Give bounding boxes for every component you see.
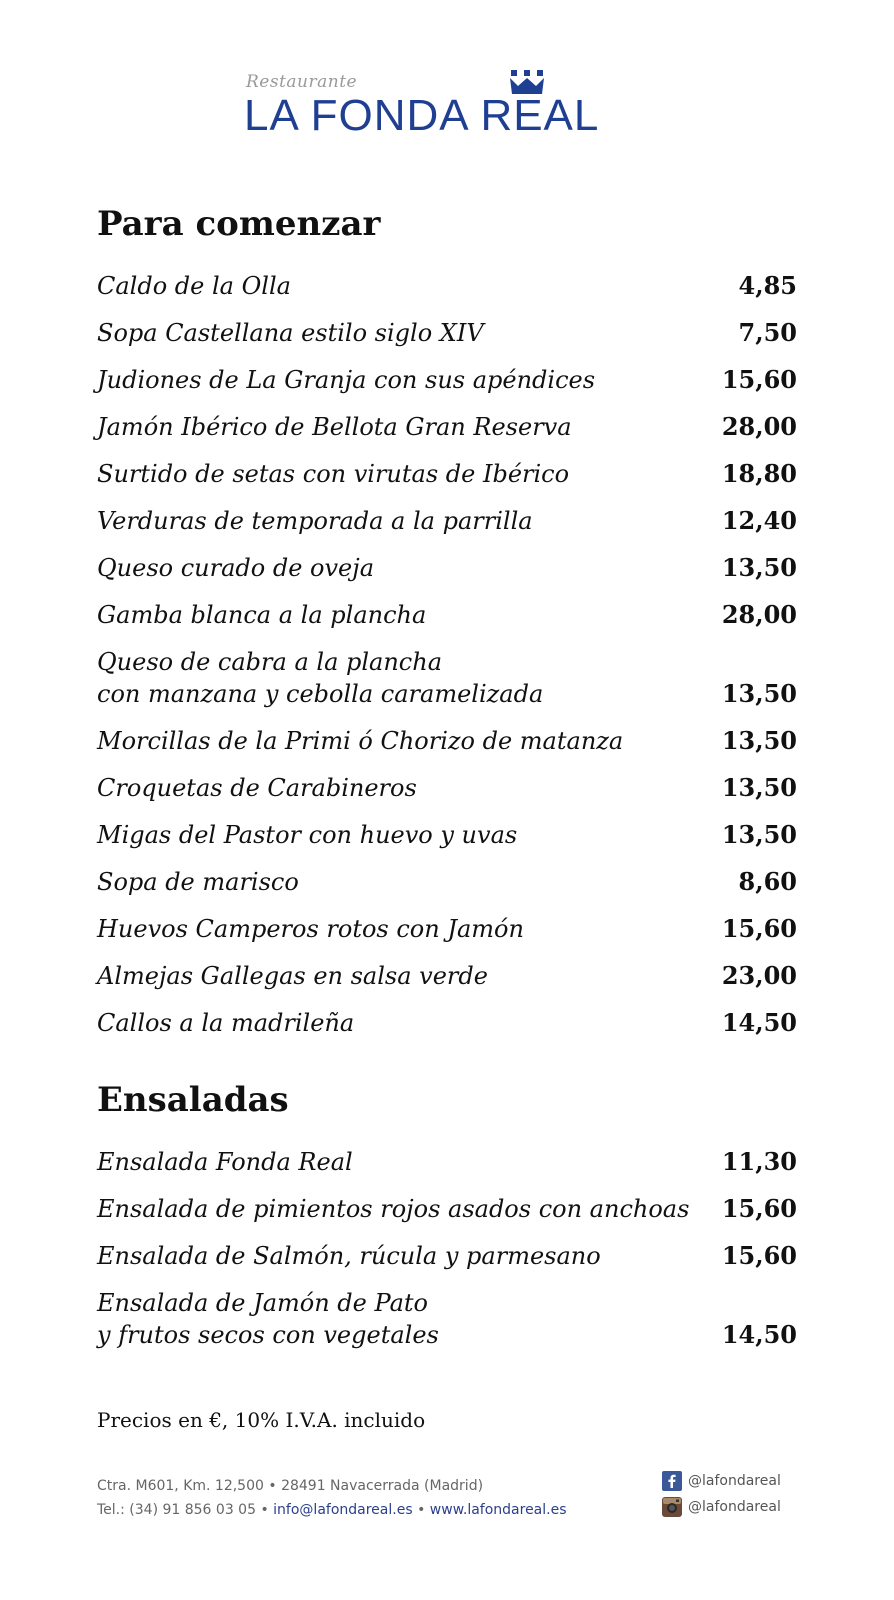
menu-item-name: Croquetas de Carabineros [97,774,417,802]
logo-wordmark [244,91,600,140]
menu-item-name: Ensalada de Jamón de Pato y frutos secos con vegetales [97,1289,439,1349]
menu-item-name: Migas del Pastor con huevo y uvas [97,821,518,849]
menu-item-price: 8,60 [738,867,797,896]
social-instagram[interactable] [662,1494,781,1520]
menu-item [97,1146,797,1178]
menu-item-price: 13,50 [721,773,797,802]
menu-item-name: Morcillas de la Primi ó Chorizo de matanza [97,727,624,755]
menu-item-price: 15,60 [721,365,797,394]
menu-item-price: 13,50 [721,820,797,849]
menu-item [97,1240,797,1272]
menu-item-name: Callos a la madrileña [97,1009,355,1037]
footer-address: Ctra. M601, Km. 12,500 • 28491 Navacerrada (Madrid) [97,1478,484,1494]
footer-separator: • [417,1502,426,1518]
menu-item-name: Jamón Ibérico de Bellota Gran Reserva [97,413,572,441]
social-facebook[interactable] [662,1468,781,1494]
menu-item [97,646,797,710]
logo-word-real: REAL [480,91,600,140]
logo-word-fonda: FONDA [310,91,468,140]
menu-item-price: 14,50 [721,1320,797,1349]
menu-item [97,1193,797,1225]
instagram-handle: @lafondareal [688,1499,781,1515]
menu-item-name: Queso curado de oveja [97,554,375,582]
menu-item [97,270,797,302]
menu-item-price: 28,00 [721,412,797,441]
menu-item-name: Surtido de setas con virutas de Ibérico [97,460,570,488]
menu-item-name: Huevos Camperos rotos con Jamón [97,915,524,943]
menu-item-price: 12,40 [721,506,797,535]
menu-item-name: Sopa Castellana estilo siglo XIV [97,319,484,347]
logo-restaurante-label: Restaurante [246,72,358,92]
menu-item [97,866,797,898]
menu-item-name: Verduras de temporada a la parrilla [97,507,533,535]
menu-item-price: 28,00 [721,600,797,629]
menu-item [97,913,797,945]
footer-website-link[interactable]: www.lafondareal.es [429,1502,567,1518]
menu-item [97,458,797,490]
menu-list-ensaladas [97,1146,797,1366]
section-title-para-comenzar: Para comenzar [97,204,381,244]
price-note: Precios en €, 10% I.V.A. incluido [97,1408,426,1432]
menu-item [97,819,797,851]
menu-item-price: 13,50 [721,726,797,755]
menu-item-price: 14,50 [721,1008,797,1037]
menu-item [97,364,797,396]
menu-item-price: 18,80 [721,459,797,488]
footer-phone: Tel.: (34) 91 856 03 05 • [97,1502,269,1518]
footer-contact-line [97,1498,567,1522]
menu-item-price: 4,85 [738,271,797,300]
footer-contact [97,1474,567,1522]
menu-item-name: Almejas Gallegas en salsa verde [97,962,488,990]
facebook-icon [662,1471,682,1491]
menu-item-price: 13,50 [721,679,797,708]
menu-item-name: Judiones de La Granja con sus apéndices [97,366,596,394]
menu-item [97,505,797,537]
social-links [662,1468,781,1520]
footer-email-link[interactable]: info@lafondareal.es [273,1502,413,1518]
section-title-ensaladas: Ensaladas [97,1080,289,1120]
facebook-handle: @lafondareal [688,1473,781,1489]
menu-list-para-comenzar [97,270,797,1054]
menu-item [97,1007,797,1039]
menu-item [97,960,797,992]
menu-item [97,772,797,804]
menu-item-name: Sopa de marisco [97,868,299,896]
menu-item-price: 23,00 [721,961,797,990]
menu-item-name: Gamba blanca a la plancha [97,601,427,629]
menu-item [97,552,797,584]
menu-item-price: 15,60 [721,914,797,943]
menu-item-name: Ensalada Fonda Real [97,1148,353,1176]
restaurant-logo [244,66,654,146]
menu-item-name: Ensalada de pimientos rojos asados con anchoas [97,1195,690,1223]
menu-item-name: Caldo de la Olla [97,272,291,300]
menu-item-price: 13,50 [721,553,797,582]
menu-item-price: 15,60 [721,1194,797,1223]
menu-item [97,599,797,631]
menu-item-price: 7,50 [738,318,797,347]
menu-item [97,1287,797,1351]
menu-item-name: Queso de cabra a la plancha con manzana y cebolla caramelizada [97,648,544,708]
menu-item-name: Ensalada de Salmón, rúcula y parmesano [97,1242,601,1270]
menu-item-price: 11,30 [721,1147,797,1176]
menu-item [97,317,797,349]
instagram-icon [662,1497,682,1517]
menu-item [97,725,797,757]
logo-word-la: LA [244,91,298,140]
menu-item-price: 15,60 [721,1241,797,1270]
menu-item [97,411,797,443]
